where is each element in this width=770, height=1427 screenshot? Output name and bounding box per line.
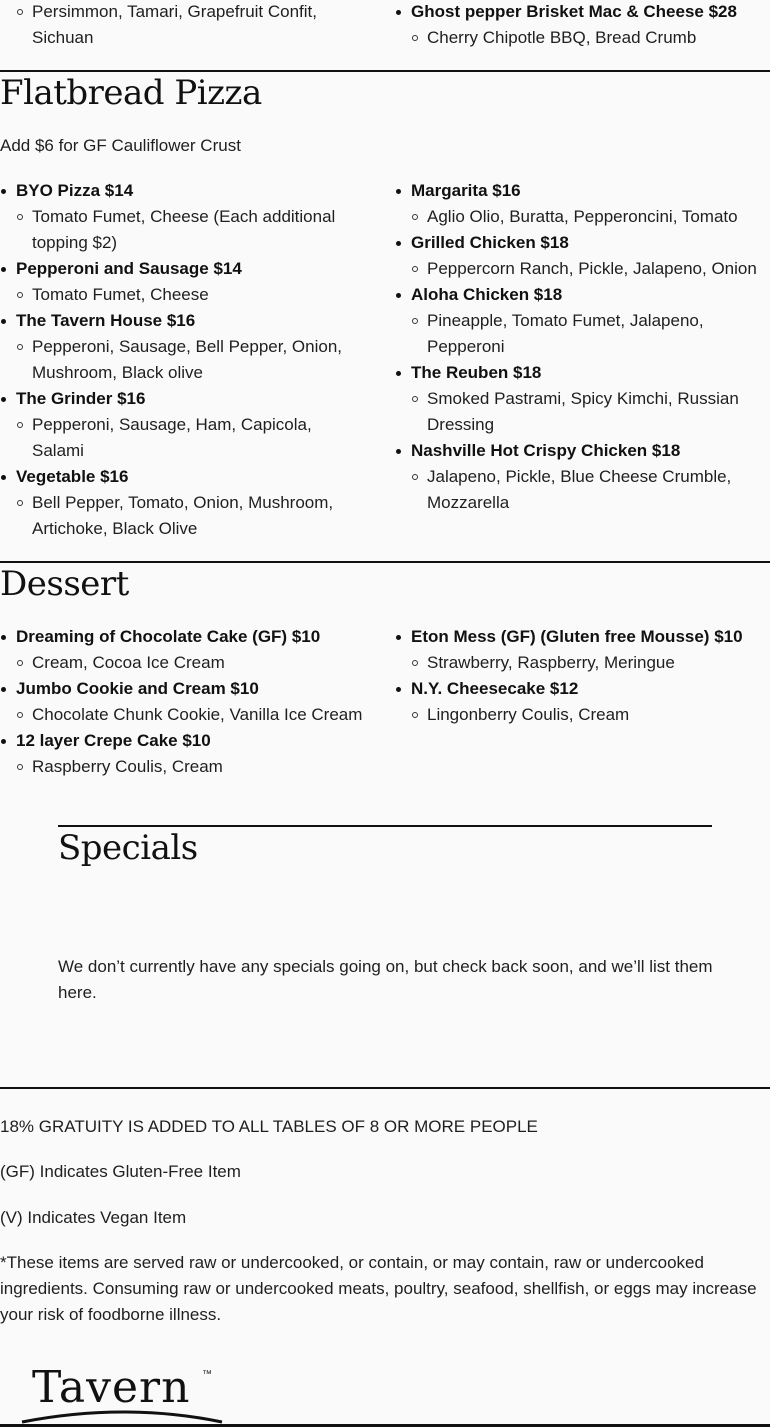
item-name: BYO Pizza $14 <box>16 181 134 200</box>
menu-item <box>395 360 770 438</box>
item-description: Tomato Fumet, Cheese <box>0 282 365 308</box>
item-name: Ghost pepper Brisket Mac & Cheese $28 <box>411 2 737 21</box>
item-name: 12 layer Crepe Cake $10 <box>16 731 211 750</box>
item-description: Pepperoni, Sausage, Bell Pepper, Onion, Mushroom, Black olive <box>0 334 365 386</box>
menu-item <box>0 728 365 780</box>
flatbread-right-column <box>395 178 770 516</box>
item-description: Raspberry Coulis, Cream <box>0 754 365 780</box>
item-name: The Reuben $18 <box>411 363 542 382</box>
menu-item <box>395 178 770 230</box>
menu-item <box>395 0 770 51</box>
section-note: Add $6 for GF Cauliflower Crust <box>0 136 241 155</box>
item-description: Chocolate Chunk Cookie, Vanilla Ice Cream <box>0 702 365 728</box>
item-name: Pepperoni and Sausage $14 <box>16 259 242 278</box>
top-left-column <box>0 0 365 51</box>
item-name: Margarita $16 <box>411 181 521 200</box>
item-description: Strawberry, Raspberry, Meringue <box>395 650 770 676</box>
menu-item <box>0 256 365 308</box>
item-name: Vegetable $16 <box>16 467 129 486</box>
menu-item <box>395 438 770 516</box>
item-description: Pineapple, Tomato Fumet, Jalapeno, Pepperoni <box>395 308 770 360</box>
section-divider <box>0 561 770 563</box>
item-name: The Tavern House $16 <box>16 311 196 330</box>
item-description: Cream, Cocoa Ice Cream <box>0 650 365 676</box>
section-title-flatbread: Flatbread Pizza <box>0 73 262 113</box>
section-divider <box>0 70 770 72</box>
item-name: Jumbo Cookie and Cream $10 <box>16 679 259 698</box>
menu-item <box>0 308 365 386</box>
item-description: Tomato Fumet, Cheese (Each additional topping $2) <box>0 204 365 256</box>
gf-legend: (GF) Indicates Gluten-Free Item <box>0 1162 241 1181</box>
item-description: Cherry Chipotle BBQ, Bread Crumb <box>395 25 770 51</box>
dessert-right-column <box>395 624 770 728</box>
item-description: Pepperoni, Sausage, Ham, Capicola, Salami <box>0 412 365 464</box>
menu-item <box>0 0 365 51</box>
flatbread-left-column <box>0 178 365 542</box>
menu-item <box>395 624 770 676</box>
logo-wordmark: Tavern <box>32 1362 191 1413</box>
section-title-dessert: Dessert <box>0 564 129 604</box>
dessert-left-column <box>0 624 365 780</box>
specials-text: We don’t currently have any specials going on, but check back soon, and we’ll list them here. <box>58 957 713 1002</box>
tavern-logo <box>20 1362 230 1424</box>
item-name: Grilled Chicken $18 <box>411 233 569 252</box>
item-description: Peppercorn Ranch, Pickle, Jalapeno, Onion <box>395 256 770 282</box>
item-description: Bell Pepper, Tomato, Onion, Mushroom, Artichoke, Black Olive <box>0 490 365 542</box>
section-divider <box>0 1087 770 1089</box>
raw-food-warning: *These items are served raw or undercooked, or contain, or may contain, raw or undercooked ingredients. Consuming raw or undercooked meats, poultry, seafood, shellfish, or eggs may increase your risk of foodborne illness. <box>0 1253 757 1324</box>
menu-item <box>0 464 365 542</box>
menu-item <box>395 282 770 360</box>
gratuity-notice: 18% GRATUITY IS ADDED TO ALL TABLES OF 8 OR MORE PEOPLE <box>0 1117 538 1136</box>
item-name: Aloha Chicken $18 <box>411 285 563 304</box>
menu-item <box>0 386 365 464</box>
logo-swoosh <box>20 1406 230 1426</box>
section-title-specials: Specials <box>58 828 198 868</box>
item-name: The Grinder $16 <box>16 389 146 408</box>
specials-divider <box>58 825 712 827</box>
item-description: Jalapeno, Pickle, Blue Cheese Crumble, Mozzarella <box>395 464 770 516</box>
menu-item <box>395 676 770 728</box>
menu-item <box>0 624 365 676</box>
item-name: Dreaming of Chocolate Cake (GF) $10 <box>16 627 321 646</box>
item-description: Lingonberry Coulis, Cream <box>395 702 770 728</box>
vegan-legend: (V) Indicates Vegan Item <box>0 1208 187 1227</box>
logo-trademark: ™ <box>202 1369 212 1380</box>
item-name: Eton Mess (GF) (Gluten free Mousse) $10 <box>411 627 743 646</box>
menu-item <box>395 230 770 282</box>
item-description: Smoked Pastrami, Spicy Kimchi, Russian Dressing <box>395 386 770 438</box>
menu-item <box>0 676 365 728</box>
item-name: Nashville Hot Crispy Chicken $18 <box>411 441 681 460</box>
menu-item <box>0 178 365 256</box>
item-description: Aglio Olio, Buratta, Pepperoncini, Tomato <box>395 204 770 230</box>
item-name: N.Y. Cheesecake $12 <box>411 679 579 698</box>
top-right-column <box>395 0 770 51</box>
item-description: Persimmon, Tamari, Grapefruit Confit, Sichuan <box>0 0 365 51</box>
